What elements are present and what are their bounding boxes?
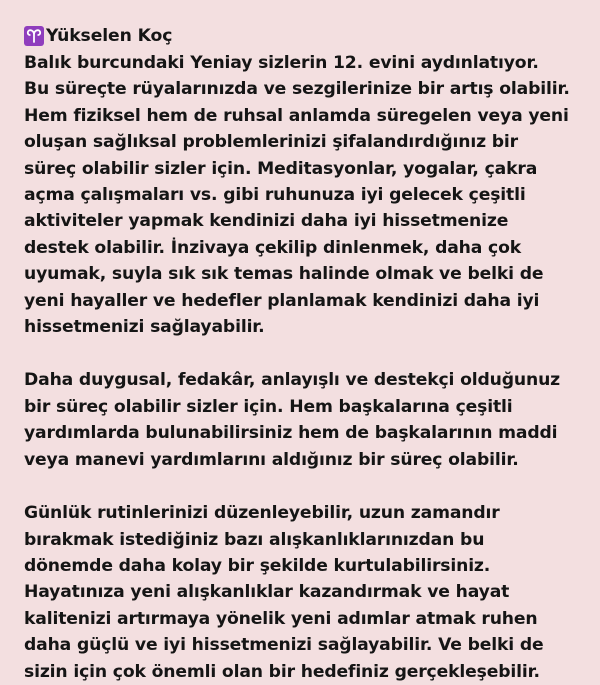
text-line: yardımlarda bulunabilirsiniz hem de başkalarının maddi — [24, 423, 558, 444]
text-line: Hayatınıza yeni alışkanlıklar kazandırmak ve hayat — [24, 582, 510, 603]
text-line: daha güçlü ve iyi hissetmenizi sağlayabilir. Ve belki de — [24, 635, 544, 656]
text-line: aktiviteler yapmak kendinizi daha iyi hissetmenize — [24, 211, 509, 232]
post-title: Yükselen Koç — [46, 26, 173, 46]
text-line: Bu süreçte rüyalarınızda ve sezgilerinize bir artış olabilir. — [24, 79, 570, 100]
text-line: açma çalışmaları vs. gibi ruhunuza iyi gelecek çeşitli — [24, 185, 526, 206]
text-line: sizin için çok önemli olan bir hedefiniz gerçekleşebilir. — [24, 661, 540, 682]
text-line: Günlük rutinlerinizi düzenleyebilir, uzun zamandır — [24, 503, 500, 524]
text-line: hissetmenizi sağlayabilir. — [24, 317, 265, 338]
paragraph-gap — [24, 340, 582, 367]
text-line: Balık burcundaki Yeniay sizlerin 12. evini aydınlatıyor. — [24, 53, 539, 73]
post-header — [24, 22, 582, 50]
text-line: bırakmak istediğiniz bazı alışkanlıklarınızdan bu — [24, 529, 485, 550]
text-line: uyumak, suyla sık sık temas halinde olmak ve belki de — [24, 264, 544, 285]
text-line: yeni hayaller ve hedefler planlamak kendinizi daha iyi — [24, 290, 540, 311]
text-line: dönemde daha kolay bir şekilde kurtulabilirsiniz. — [24, 555, 491, 576]
text-line: destek olabilir. İnzivaya çekilip dinlenmek, daha çok — [24, 237, 522, 258]
text-line: kalitenizi artırmaya yönelik yeni adımlar atmak ruhen — [24, 608, 538, 629]
text-line: Daha duygusal, fedakâr, anlayışlı ve destekçi olduğunuz — [24, 370, 561, 391]
text-line: Hem fiziksel hem de ruhsal anlamda süregelen veya yeni — [24, 105, 569, 126]
text-line: veya manevi yardımlarını aldığınız bir süreç olabilir. — [24, 449, 519, 470]
paragraph-2 — [24, 367, 582, 473]
text-line: oluşan sağlıksal problemlerinizi şifalandırdığınız bir — [24, 132, 518, 153]
paragraph-gap — [24, 473, 582, 500]
text-line: süreç olabilir sizler için. Meditasyonlar, yogalar, çakra — [24, 158, 538, 179]
text-line: bir süreç olabilir sizler için. Hem başkalarına çeşitli — [24, 396, 513, 417]
aries-symbol-icon — [24, 26, 44, 46]
paragraph-3 — [24, 500, 582, 685]
paragraph-1 — [24, 50, 582, 340]
